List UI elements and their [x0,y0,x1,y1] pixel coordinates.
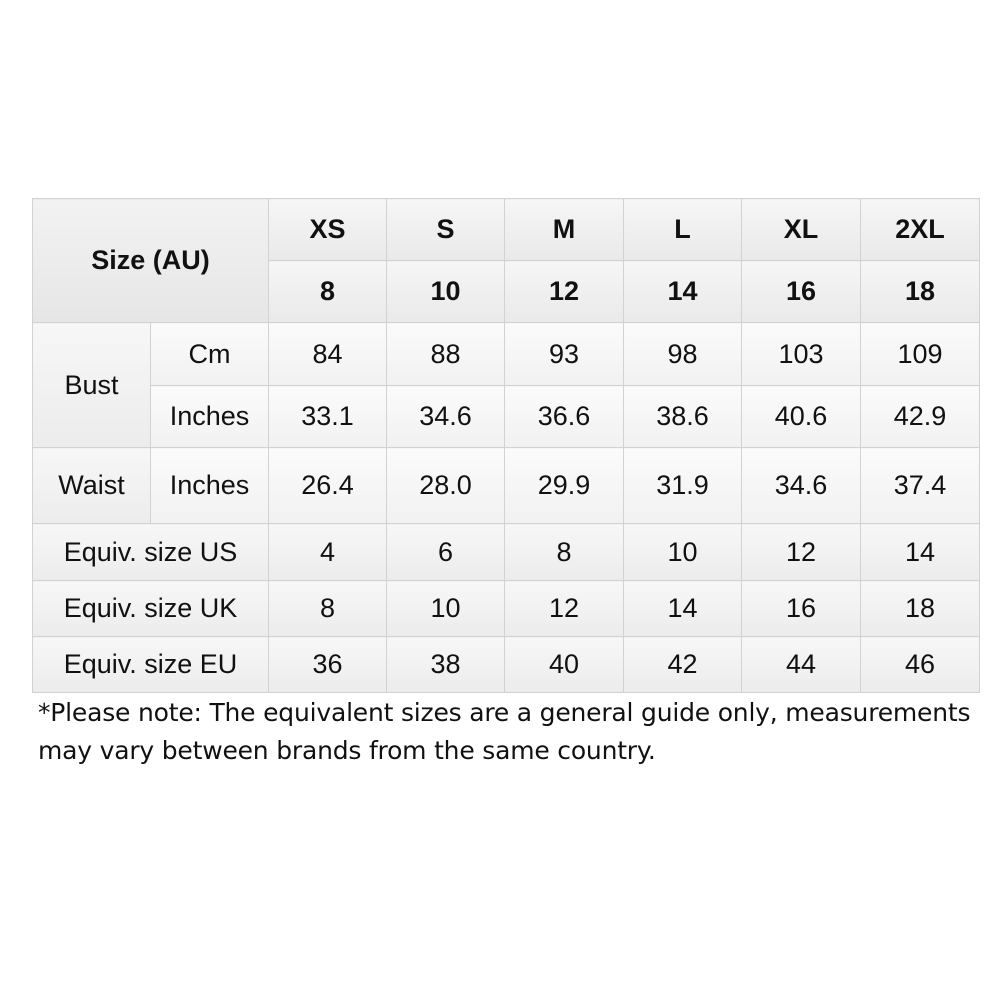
equiv-uk-row [33,581,980,637]
size-au-number-cell: 16 [742,261,861,323]
equiv-eu-cell: 42 [624,637,742,693]
equiv-uk-cell: 12 [505,581,624,637]
size-chart-table [32,198,980,693]
equiv-uk-cell: 16 [742,581,861,637]
equiv-uk-cell: 8 [269,581,387,637]
equiv-eu-cell: 38 [387,637,505,693]
bust-cm-cell: 109 [861,323,980,386]
bust-cm-unit: Cm [151,323,269,386]
bust-inches-unit: Inches [151,386,269,448]
equiv-us-cell: 12 [742,524,861,581]
equiv-eu-cell: 44 [742,637,861,693]
size-au-header: Size (AU) [33,199,269,323]
bust-cm-cell: 88 [387,323,505,386]
size-letter-cell: L [624,199,742,261]
waist-label: Waist [33,448,151,524]
bust-inches-cell: 40.6 [742,386,861,448]
bust-cm-cell: 84 [269,323,387,386]
waist-inches-cell: 37.4 [861,448,980,524]
equiv-us-cell: 8 [505,524,624,581]
size-au-number-cell: 14 [624,261,742,323]
equiv-us-label: Equiv. size US [33,524,269,581]
size-letter-cell: XS [269,199,387,261]
size-au-number-cell: 8 [269,261,387,323]
bust-inches-cell: 34.6 [387,386,505,448]
equiv-eu-cell: 40 [505,637,624,693]
equiv-uk-cell: 10 [387,581,505,637]
equiv-eu-cell: 46 [861,637,980,693]
bust-inches-cell: 33.1 [269,386,387,448]
equiv-us-cell: 6 [387,524,505,581]
bust-cm-row [33,323,980,386]
equiv-us-cell: 4 [269,524,387,581]
equiv-uk-label: Equiv. size UK [33,581,269,637]
waist-inches-cell: 34.6 [742,448,861,524]
waist-inches-cell: 26.4 [269,448,387,524]
size-letter-row [33,199,980,261]
equiv-eu-row [33,637,980,693]
bust-inches-cell: 42.9 [861,386,980,448]
bust-label: Bust [33,323,151,448]
equiv-us-row [33,524,980,581]
bust-cm-cell: 93 [505,323,624,386]
equiv-us-cell: 14 [861,524,980,581]
size-guide-note: *Please note: The equivalent sizes are a general guide only, measurements may vary between brands from the same country. [38,698,971,765]
waist-inches-cell: 29.9 [505,448,624,524]
bust-inches-cell: 38.6 [624,386,742,448]
size-letter-cell: 2XL [861,199,980,261]
waist-inches-unit: Inches [151,448,269,524]
size-letter-cell: XL [742,199,861,261]
equiv-eu-label: Equiv. size EU [33,637,269,693]
waist-inches-row [33,448,980,524]
size-letter-cell: S [387,199,505,261]
size-au-number-cell: 12 [505,261,624,323]
bust-inches-cell: 36.6 [505,386,624,448]
equiv-uk-cell: 14 [624,581,742,637]
equiv-eu-cell: 36 [269,637,387,693]
waist-inches-cell: 28.0 [387,448,505,524]
bust-cm-cell: 98 [624,323,742,386]
equiv-us-cell: 10 [624,524,742,581]
size-au-number-cell: 10 [387,261,505,323]
size-letter-cell: M [505,199,624,261]
waist-inches-cell: 31.9 [624,448,742,524]
bust-cm-cell: 103 [742,323,861,386]
bust-inches-row [33,386,980,448]
equiv-uk-cell: 18 [861,581,980,637]
size-au-number-cell: 18 [861,261,980,323]
